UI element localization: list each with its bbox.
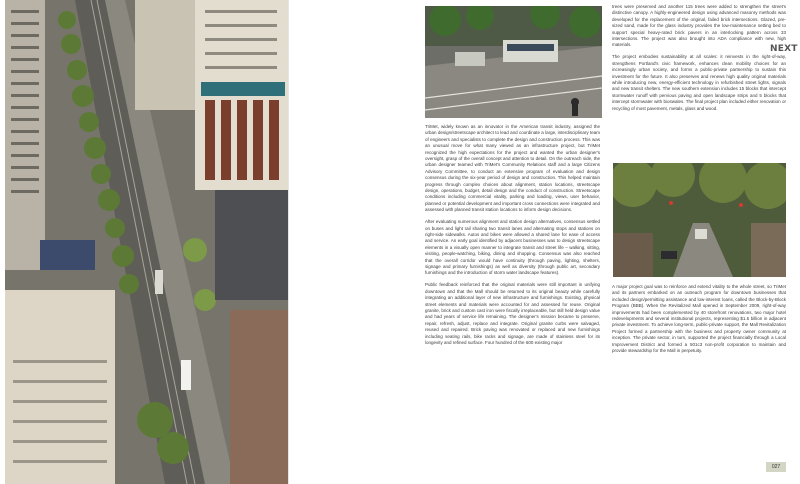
paragraph-design-team: TriMet, widely known as an innovator in the American transit industry, assigned the urban design/streetscape architect to lead and coordinate a large, interdisciplinary team of engineers and specialists to complete the design and construction process. This was an unusual move for what many viewed as an infrastructure project, but TriMet recognized the high expectations for the project and wanted the urban designer's oversight, grasp of the overall concept and attention to detail. On the outreach side, the urban designer teamed with TriMet's Community Relations staff and a large Citizens Advisory Committee, to conduct an extensive program of evaluation and design consensus during the six-year period of design and construction. This helped maintain progress through complex choices about alignment, station locations, streetscape design, operations, budget, detail design and the conduct of construction. Streetscape conditions including commercial vitality, parking and loading, views, user behavior, planned or potential development and important cross connections were integrated and assessed with planned transit station locations to inform design decisions. — [425, 124, 600, 213]
tree-lined-mall-photo — [613, 163, 786, 277]
page-gutter — [288, 0, 289, 484]
paragraph-materials: Public feedback reinforced that the original materials were still important in unifying downtown and that the Mall should be returned to its original beauty while carefully integrating an additional layer of new infrastructure and furnishings. Existing, physical street elements and materials were accounted for and assessed for reuse. Original granite, brick and custom cast iron were fiscally irreplaceable, but still held design value and had years of service life remaining. The designer's mission became to preserve, repair, refresh, adjust, replace and integrate. Original granite curbs were salvaged, reused and repaired. Brick paving was renovated or replaced and new furnishings including seating rails, bike racks and signage, are made of stainless steel for its longevity and refined surface. Four hundred of the 600 existing major — [425, 282, 600, 345]
aerial-photo — [5, 0, 288, 484]
body-text-column-1 — [425, 124, 600, 352]
next-page-link[interactable]: NEXT — [770, 44, 798, 54]
paragraph-trees: trees were preserved and another 115 trees were added to strengthen the street's distinctive canopy. A highly-engineered design using advanced masonry methods was developed for the replacement of the original, failed brick intersections. Glazed, pre-sized sand, made for the glass industry provides the low-maintenance setting bed to support special heavy-rated brick pavers in an interlocking pattern across 33 intersections. The project was also brought into ADA compliance with new, high materials. — [612, 4, 786, 48]
body-text-column-2-lower — [612, 284, 786, 360]
paragraph-sustainability: The project embodies sustainability at all scales: it reinvests in the right-of-way, strengthens Portland's civic framework, enhances clean mobility choices for an increasingly urban society, and forms a public-private partnership to sustain this investment for the future. It also preserves and renews high quality original materials while introducing new, energy-efficient technology in refurbished street lights, signals and new transit shelters. The new southern extension includes 15 blocks that intercept stormwater runoff with pervious paving and open landscape strips and 5 blocks that intercept stormwater with bioswales. The final project plan included either renovation or recycling of most pavement, metals, glass and wood. — [612, 54, 786, 111]
body-text-column-2 — [612, 4, 786, 118]
paragraph-vitality: A major project goal was to reinforce and extend vitality to the whole street, so TriMet and its partners embarked on an outreach program for downtown businesses that included design/permitting assistance and low-interest loans, called the Block-by-Block Program (BBB). When the Revitalized Mall opened in September 2009, right-of-way improvements had been complemented by 40 storefront renovations, two major hotel redevelopments and several institutional projects, representing $1.5 billion in adjacent private investment. To achieve long-term, public-private support, the Mall Revitalization Project formed a partnership with the business and property owner community at inception. The private sector, in turn, supported the project financially through a Local Improvement District and formed a 501c3 non-profit corporation to maintain and provide stewardship for the Mall in perpetuity. — [612, 284, 786, 354]
light-rail-street-photo — [425, 6, 602, 118]
page-number: 027 — [766, 462, 786, 472]
paragraph-alignment: After evaluating numerous alignment and station design alternatives, consensus settled on buses and light rail sharing two transit lanes and alternating stops and stations on right-side sidewalks. Autos and bikes were allowed a shared lane for ease of access and service. An early goal identified by adjacent businesses was to design streetscape elements in a visually open manner to integrate transit and street life – walking, sitting, visiting, people-watching, biking, dining and shopping. Consensus was also reached that the overall corridor would have continuity (through paving, lighting, shelters, signage and primary furnishings) as well as diversity (through public art, secondary furnishings and the introduction of storm water landscape features). — [425, 219, 600, 276]
